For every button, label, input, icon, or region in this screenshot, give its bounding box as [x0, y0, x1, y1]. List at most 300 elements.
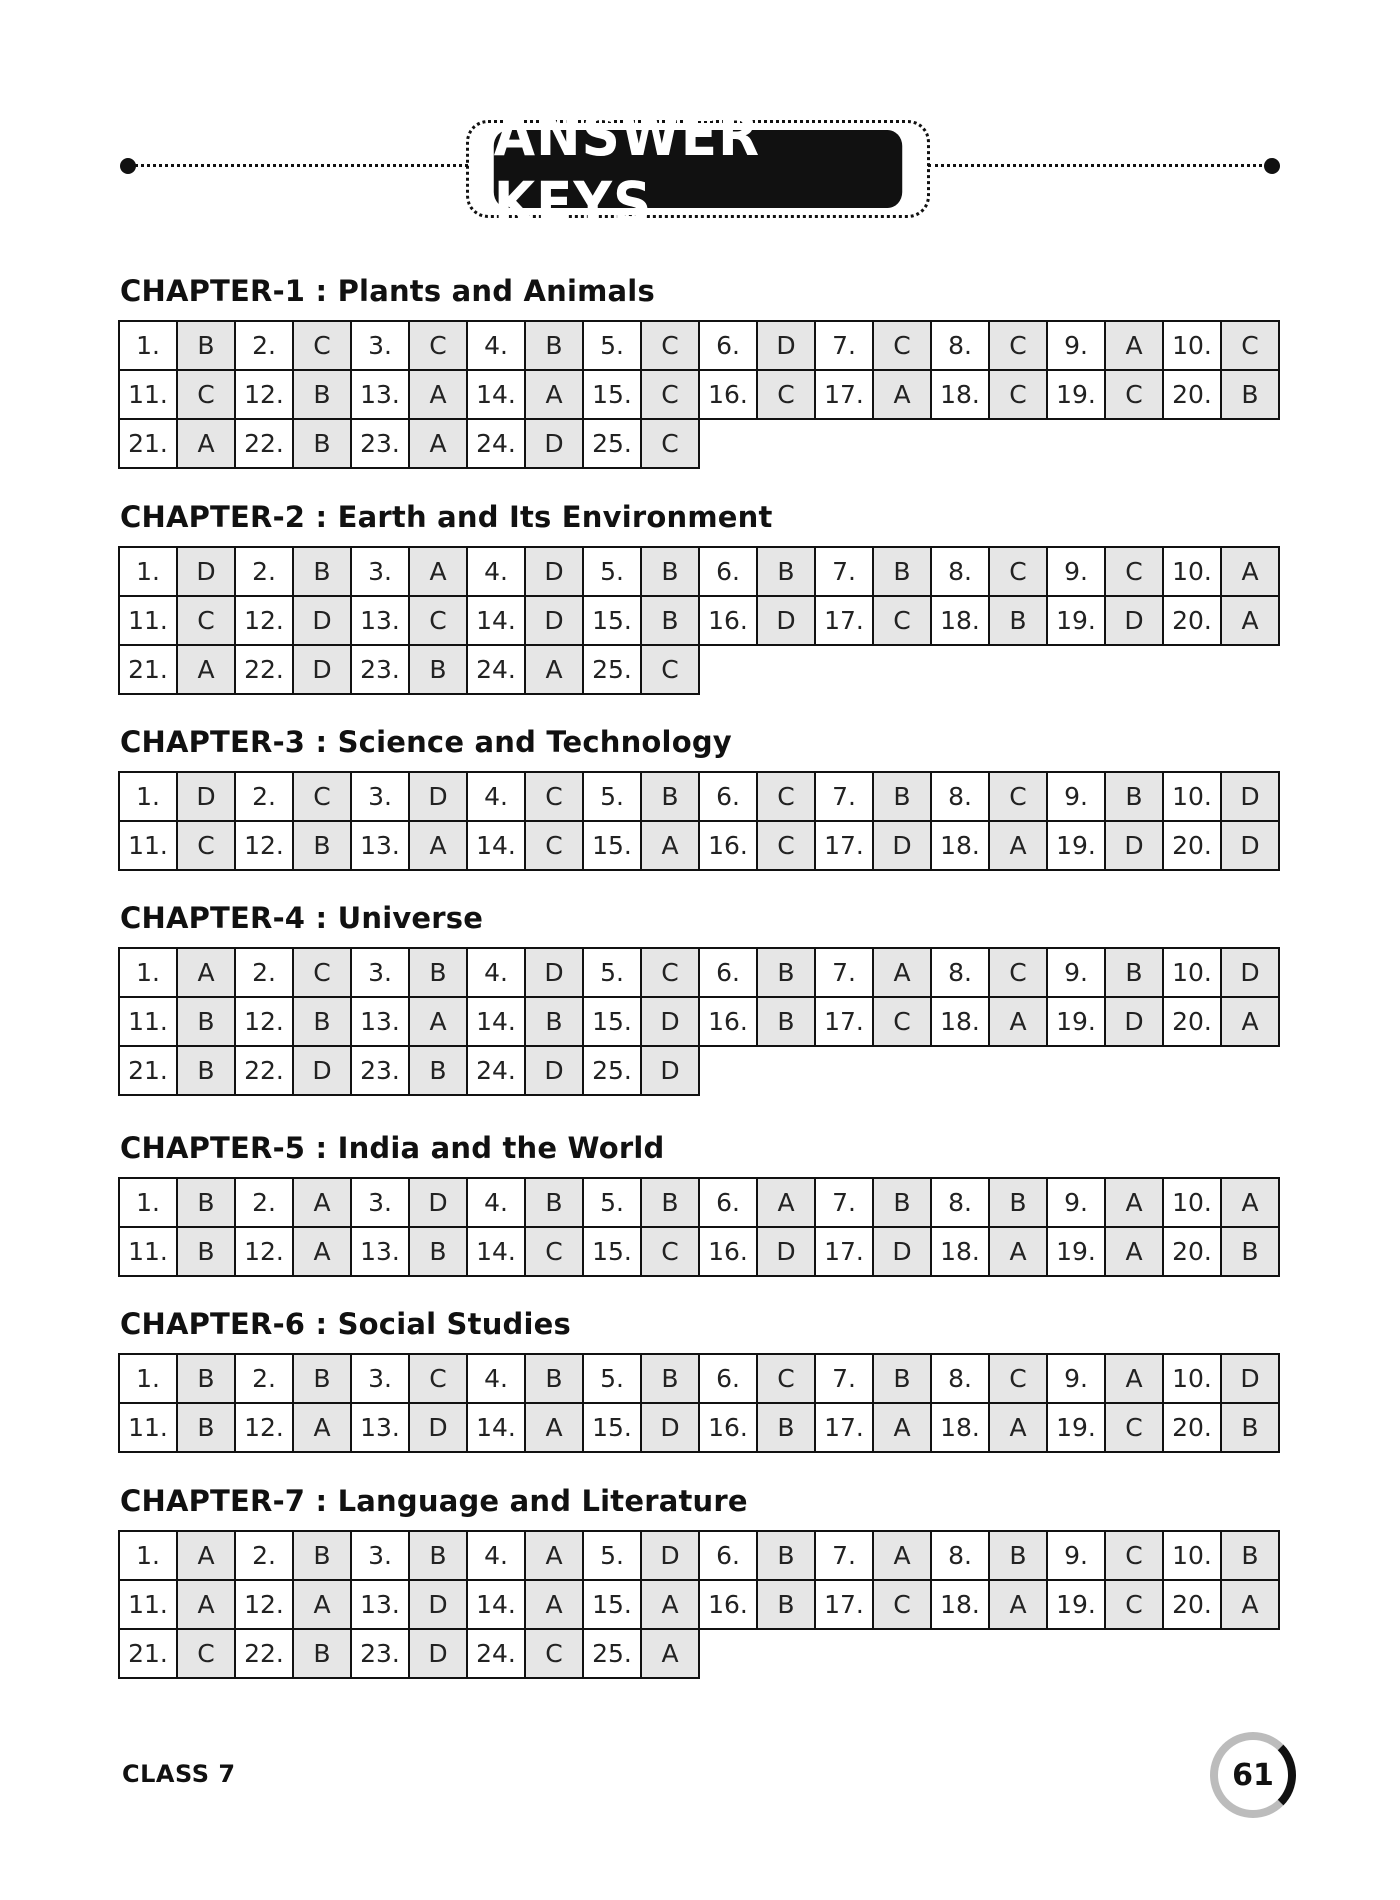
question-number: 15. [582, 1226, 642, 1277]
answer-cell: D [1220, 1353, 1280, 1404]
question-number: 7. [814, 947, 874, 998]
question-number: 11. [118, 369, 178, 420]
question-number: 5. [582, 771, 642, 822]
question-number: 8. [930, 320, 990, 371]
question-number: 16. [698, 1402, 758, 1453]
answer-cell: D [176, 546, 236, 597]
question-number: 20. [1162, 1579, 1222, 1630]
question-number: 20. [1162, 1226, 1222, 1277]
question-number: 5. [582, 546, 642, 597]
question-number: 20. [1162, 369, 1222, 420]
question-number: 2. [234, 546, 294, 597]
answer-cell: A [1104, 1353, 1164, 1404]
answer-cell: C [872, 320, 932, 371]
question-number: 10. [1162, 1353, 1222, 1404]
answer-cell: D [640, 996, 700, 1047]
answer-cell: A [524, 1402, 584, 1453]
question-number: 12. [234, 595, 294, 646]
answer-cell: C [988, 771, 1048, 822]
answer-cell: A [176, 1579, 236, 1630]
question-number: 5. [582, 947, 642, 998]
answer-cell: D [1104, 820, 1164, 871]
chapter-label: CHAPTER-5 [120, 1131, 306, 1165]
answer-cell: B [872, 1353, 932, 1404]
answer-cell: A [176, 947, 236, 998]
question-number: 6. [698, 1530, 758, 1581]
answer-cell: A [988, 1579, 1048, 1630]
answer-cell: A [1220, 1579, 1280, 1630]
answer-cell: A [872, 947, 932, 998]
question-number: 13. [350, 820, 410, 871]
answer-cell: A [640, 1628, 700, 1679]
answer-cell: D [408, 1579, 468, 1630]
question-number: 18. [930, 369, 990, 420]
answer-cell: A [1104, 1226, 1164, 1277]
answer-cell: C [988, 546, 1048, 597]
answer-cell: C [988, 369, 1048, 420]
question-number: 6. [698, 1353, 758, 1404]
answer-cell: A [408, 418, 468, 469]
answer-cell: B [756, 996, 816, 1047]
chapter-label: CHAPTER-1 [120, 274, 306, 308]
answer-cell: D [292, 1045, 352, 1096]
answer-cell: C [640, 644, 700, 695]
question-number: 20. [1162, 1402, 1222, 1453]
answer-cell: B [176, 1045, 236, 1096]
question-number: 7. [814, 546, 874, 597]
question-number: 7. [814, 320, 874, 371]
question-number: 25. [582, 418, 642, 469]
answer-cell: B [292, 546, 352, 597]
answer-cell: B [176, 320, 236, 371]
question-number: 17. [814, 820, 874, 871]
answer-cell: D [524, 1045, 584, 1096]
answer-cell: B [1104, 947, 1164, 998]
question-number: 3. [350, 320, 410, 371]
answer-cell: A [408, 820, 468, 871]
answer-cell: A [524, 1530, 584, 1581]
question-number: 17. [814, 369, 874, 420]
question-number: 9. [1046, 1353, 1106, 1404]
question-number: 2. [234, 1353, 294, 1404]
chapter-name: Science and Technology [337, 725, 732, 759]
question-number: 18. [930, 1579, 990, 1630]
question-number: 17. [814, 1579, 874, 1630]
answer-cell: A [756, 1177, 816, 1228]
question-number: 11. [118, 1402, 178, 1453]
answer-cell: C [640, 320, 700, 371]
question-number: 11. [118, 996, 178, 1047]
answer-cell: C [872, 595, 932, 646]
answer-cell: A [1220, 595, 1280, 646]
question-number: 24. [466, 1628, 526, 1679]
chapter-separator: : [305, 1484, 338, 1518]
answer-cell: D [1104, 595, 1164, 646]
question-number: 3. [350, 546, 410, 597]
chapter-label: CHAPTER-2 [120, 500, 306, 534]
question-number: 8. [930, 546, 990, 597]
answer-cell: D [292, 644, 352, 695]
answer-cell: C [756, 771, 816, 822]
question-number: 4. [466, 771, 526, 822]
chapter-separator: : [305, 901, 338, 935]
question-number: 13. [350, 996, 410, 1047]
question-number: 13. [350, 1402, 410, 1453]
answer-cell: C [872, 996, 932, 1047]
answer-cell: D [408, 1402, 468, 1453]
answer-cell: A [640, 820, 700, 871]
answer-grid-chapter-7 [120, 1532, 1280, 1679]
answer-cell: A [292, 1177, 352, 1228]
question-number: 6. [698, 947, 758, 998]
answer-cell: B [1220, 1530, 1280, 1581]
answer-cell: C [640, 418, 700, 469]
question-number: 10. [1162, 546, 1222, 597]
question-number: 7. [814, 1353, 874, 1404]
chapter-title-1 [120, 274, 655, 308]
question-number: 24. [466, 644, 526, 695]
question-number: 9. [1046, 1530, 1106, 1581]
answer-cell: A [408, 546, 468, 597]
answer-cell: C [756, 369, 816, 420]
answer-cell: C [1220, 320, 1280, 371]
answer-cell: C [640, 947, 700, 998]
question-number: 2. [234, 320, 294, 371]
question-number: 12. [234, 1402, 294, 1453]
question-number: 14. [466, 1579, 526, 1630]
answer-cell: A [988, 1226, 1048, 1277]
answer-cell: C [292, 947, 352, 998]
question-number: 14. [466, 1402, 526, 1453]
answer-cell: B [756, 1402, 816, 1453]
question-number: 4. [466, 1177, 526, 1228]
question-number: 21. [118, 418, 178, 469]
chapter-separator: : [305, 725, 338, 759]
chapter-title-6 [120, 1307, 571, 1341]
question-number: 15. [582, 595, 642, 646]
answer-cell: B [640, 546, 700, 597]
question-number: 15. [582, 996, 642, 1047]
question-number: 20. [1162, 820, 1222, 871]
question-number: 22. [234, 1045, 294, 1096]
answer-cell: C [988, 320, 1048, 371]
answer-cell: B [988, 1177, 1048, 1228]
chapter-name: India and the World [337, 1131, 665, 1165]
question-number: 21. [118, 1045, 178, 1096]
question-number: 16. [698, 996, 758, 1047]
question-number: 10. [1162, 1530, 1222, 1581]
question-number: 4. [466, 947, 526, 998]
answer-cell: D [524, 947, 584, 998]
question-number: 12. [234, 369, 294, 420]
answer-cell: C [176, 820, 236, 871]
answer-cell: B [872, 1177, 932, 1228]
chapter-label: CHAPTER-4 [120, 901, 306, 935]
answer-cell: B [1220, 369, 1280, 420]
question-number: 19. [1046, 996, 1106, 1047]
question-number: 22. [234, 1628, 294, 1679]
answer-cell: C [176, 595, 236, 646]
answer-cell: A [1104, 1177, 1164, 1228]
answer-cell: B [756, 947, 816, 998]
question-number: 13. [350, 595, 410, 646]
question-number: 21. [118, 1628, 178, 1679]
question-number: 12. [234, 1226, 294, 1277]
answer-cell: A [176, 644, 236, 695]
question-number: 18. [930, 1226, 990, 1277]
answer-cell: C [176, 1628, 236, 1679]
answer-cell: B [988, 595, 1048, 646]
answer-cell: C [988, 947, 1048, 998]
question-number: 15. [582, 820, 642, 871]
question-number: 17. [814, 595, 874, 646]
question-number: 18. [930, 1402, 990, 1453]
question-number: 18. [930, 820, 990, 871]
question-number: 23. [350, 1628, 410, 1679]
answer-cell: C [292, 320, 352, 371]
chapter-label: CHAPTER-7 [120, 1484, 306, 1518]
answer-cell: C [1104, 1530, 1164, 1581]
answer-cell: C [524, 1628, 584, 1679]
question-number: 22. [234, 644, 294, 695]
question-number: 25. [582, 1045, 642, 1096]
question-number: 4. [466, 1353, 526, 1404]
chapter-name: Universe [337, 901, 484, 935]
question-number: 4. [466, 1530, 526, 1581]
answer-cell: B [1220, 1226, 1280, 1277]
chapter-separator: : [305, 1307, 338, 1341]
question-number: 12. [234, 820, 294, 871]
answer-cell: C [524, 771, 584, 822]
answer-cell: B [524, 996, 584, 1047]
answer-cell: C [1104, 1579, 1164, 1630]
answer-cell: D [1220, 947, 1280, 998]
question-number: 5. [582, 1353, 642, 1404]
chapter-title-5 [120, 1131, 664, 1165]
question-number: 10. [1162, 1177, 1222, 1228]
answer-cell: D [756, 320, 816, 371]
answer-cell: D [640, 1402, 700, 1453]
answer-cell: B [524, 1177, 584, 1228]
answer-cell: C [640, 1226, 700, 1277]
question-number: 10. [1162, 947, 1222, 998]
question-number: 12. [234, 996, 294, 1047]
question-number: 24. [466, 1045, 526, 1096]
question-number: 6. [698, 771, 758, 822]
answer-cell: B [292, 1628, 352, 1679]
answer-cell: D [524, 546, 584, 597]
answer-cell: B [1104, 771, 1164, 822]
answer-cell: B [524, 1353, 584, 1404]
chapter-separator: : [305, 500, 338, 534]
question-number: 24. [466, 418, 526, 469]
answer-cell: D [872, 1226, 932, 1277]
question-number: 1. [118, 771, 178, 822]
question-number: 9. [1046, 947, 1106, 998]
question-number: 7. [814, 1177, 874, 1228]
answer-cell: D [408, 1628, 468, 1679]
answer-cell: D [1220, 771, 1280, 822]
question-number: 1. [118, 1353, 178, 1404]
answer-cell: C [524, 1226, 584, 1277]
answer-cell: A [176, 1530, 236, 1581]
chapter-name: Social Studies [337, 1307, 571, 1341]
question-number: 7. [814, 1530, 874, 1581]
question-number: 17. [814, 1226, 874, 1277]
question-number: 22. [234, 418, 294, 469]
answer-cell: A [988, 820, 1048, 871]
answer-cell: B [756, 1579, 816, 1630]
answer-cell: B [640, 1353, 700, 1404]
answer-grid-chapter-2 [120, 548, 1280, 695]
question-number: 14. [466, 1226, 526, 1277]
question-number: 11. [118, 1226, 178, 1277]
question-number: 23. [350, 418, 410, 469]
answer-cell: B [408, 947, 468, 998]
question-number: 23. [350, 644, 410, 695]
question-number: 16. [698, 820, 758, 871]
question-number: 8. [930, 947, 990, 998]
answer-cell: B [640, 1177, 700, 1228]
answer-cell: B [524, 320, 584, 371]
question-number: 13. [350, 369, 410, 420]
chapter-title-3 [120, 725, 732, 759]
question-number: 18. [930, 996, 990, 1047]
answer-cell: B [176, 1226, 236, 1277]
answer-cell: C [988, 1353, 1048, 1404]
question-number: 19. [1046, 820, 1106, 871]
question-number: 2. [234, 1177, 294, 1228]
question-number: 9. [1046, 320, 1106, 371]
answer-cell: D [524, 595, 584, 646]
question-number: 8. [930, 771, 990, 822]
chapter-title-2 [120, 500, 773, 534]
answer-cell: A [176, 418, 236, 469]
answer-cell: B [292, 996, 352, 1047]
answer-cell: A [640, 1579, 700, 1630]
question-number: 10. [1162, 320, 1222, 371]
answer-cell: A [1220, 1177, 1280, 1228]
answer-cell: D [640, 1045, 700, 1096]
question-number: 8. [930, 1177, 990, 1228]
answer-grid-chapter-4 [120, 949, 1280, 1096]
question-number: 11. [118, 595, 178, 646]
answer-cell: B [176, 1177, 236, 1228]
answer-cell: B [408, 1530, 468, 1581]
question-number: 14. [466, 369, 526, 420]
question-number: 6. [698, 546, 758, 597]
answer-cell: B [292, 820, 352, 871]
question-number: 25. [582, 644, 642, 695]
answer-cell: D [640, 1530, 700, 1581]
question-number: 16. [698, 595, 758, 646]
chapter-title-4 [120, 901, 483, 935]
question-number: 6. [698, 320, 758, 371]
question-number: 1. [118, 546, 178, 597]
answer-cell: B [176, 996, 236, 1047]
answer-cell: A [292, 1579, 352, 1630]
question-number: 3. [350, 1530, 410, 1581]
question-number: 9. [1046, 546, 1106, 597]
question-number: 9. [1046, 1177, 1106, 1228]
answer-cell: C [292, 771, 352, 822]
class-label: CLASS 7 [122, 1760, 236, 1788]
question-number: 12. [234, 1579, 294, 1630]
answer-cell: A [988, 1402, 1048, 1453]
question-number: 7. [814, 771, 874, 822]
answer-cell: C [756, 820, 816, 871]
answer-cell: D [1104, 996, 1164, 1047]
chapter-label: CHAPTER-3 [120, 725, 306, 759]
page-number: 61 [1232, 1757, 1274, 1793]
question-number: 14. [466, 820, 526, 871]
answer-cell: C [408, 595, 468, 646]
question-number: 1. [118, 1530, 178, 1581]
question-number: 20. [1162, 996, 1222, 1047]
question-number: 8. [930, 1530, 990, 1581]
answer-cell: A [1220, 996, 1280, 1047]
answer-cell: D [756, 595, 816, 646]
answer-cell: C [872, 1579, 932, 1630]
answer-grid-chapter-3 [120, 773, 1280, 871]
answer-cell: D [292, 595, 352, 646]
answer-cell: C [640, 369, 700, 420]
question-number: 2. [234, 771, 294, 822]
answer-cell: C [524, 820, 584, 871]
answer-cell: A [988, 996, 1048, 1047]
answer-cell: B [292, 1530, 352, 1581]
answer-cell: A [872, 1402, 932, 1453]
answer-cell: A [408, 996, 468, 1047]
answer-cell: B [872, 546, 932, 597]
answer-grid-chapter-1 [120, 322, 1280, 469]
answer-cell: C [408, 320, 468, 371]
question-number: 13. [350, 1579, 410, 1630]
question-number: 9. [1046, 771, 1106, 822]
answer-cell: B [292, 1353, 352, 1404]
question-number: 17. [814, 1402, 874, 1453]
question-number: 11. [118, 1579, 178, 1630]
answer-cell: A [1220, 546, 1280, 597]
chapter-title-7 [120, 1484, 748, 1518]
answer-cell: B [756, 1530, 816, 1581]
question-number: 21. [118, 644, 178, 695]
question-number: 13. [350, 1226, 410, 1277]
answer-cell: B [408, 1045, 468, 1096]
question-number: 2. [234, 947, 294, 998]
chapter-name: Earth and Its Environment [337, 500, 773, 534]
answer-cell: C [756, 1353, 816, 1404]
question-number: 1. [118, 947, 178, 998]
question-number: 15. [582, 1579, 642, 1630]
question-number: 3. [350, 947, 410, 998]
answer-cell: B [408, 1226, 468, 1277]
answer-cell: D [524, 418, 584, 469]
answer-cell: A [524, 1579, 584, 1630]
question-number: 15. [582, 1402, 642, 1453]
answer-cell: C [1104, 369, 1164, 420]
question-number: 17. [814, 996, 874, 1047]
question-number: 19. [1046, 369, 1106, 420]
answer-grid-chapter-6 [120, 1355, 1280, 1453]
question-number: 4. [466, 320, 526, 371]
question-number: 19. [1046, 1226, 1106, 1277]
answer-cell: A [1104, 320, 1164, 371]
question-number: 19. [1046, 1579, 1106, 1630]
question-number: 2. [234, 1530, 294, 1581]
answer-cell: B [408, 644, 468, 695]
answer-cell: A [872, 1530, 932, 1581]
